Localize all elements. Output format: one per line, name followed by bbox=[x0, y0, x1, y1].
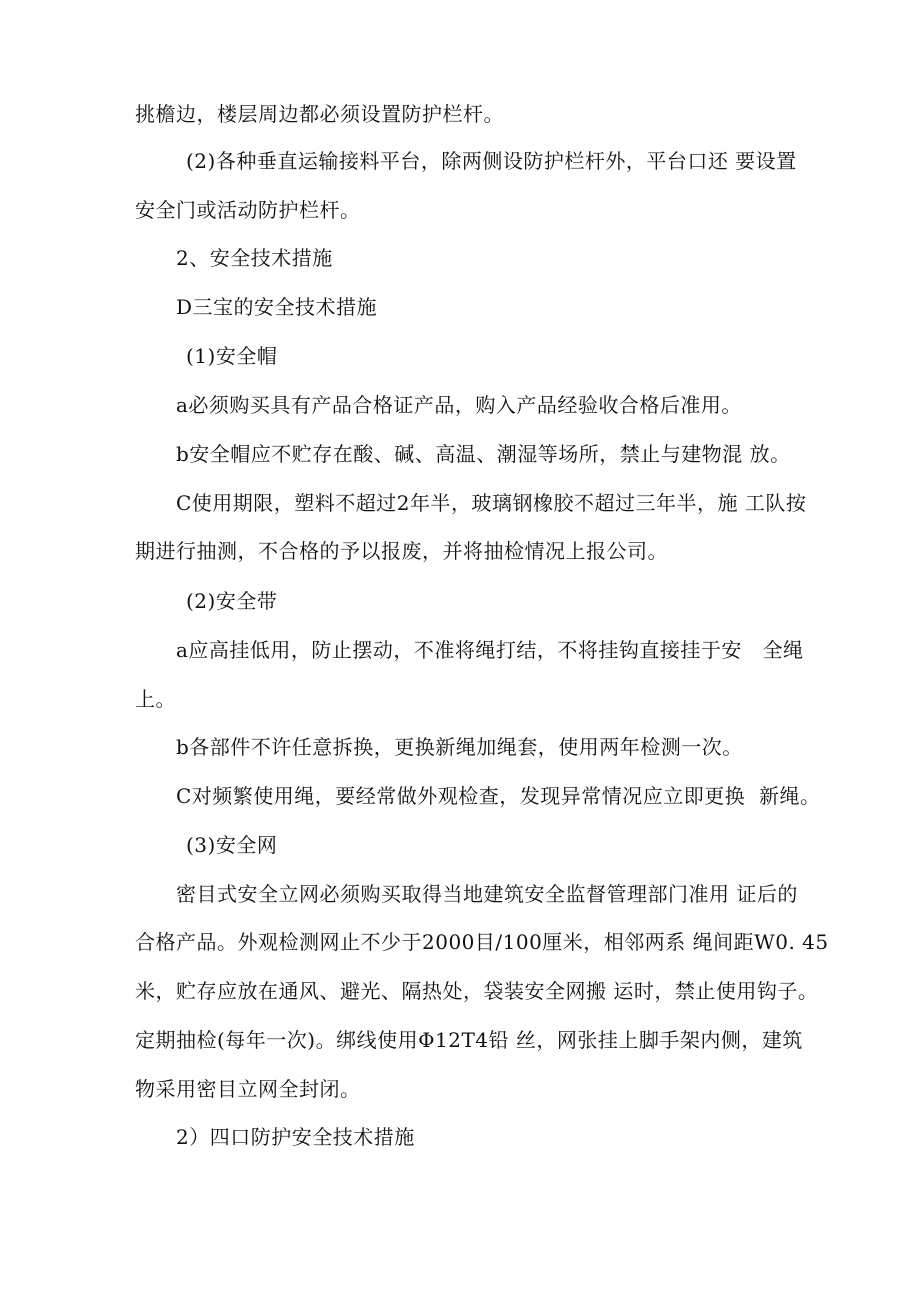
text-line: (2)各种垂直运输接料平台，除两侧设防护栏杆外，平台口还 要设置 bbox=[186, 149, 797, 173]
item-heading: (1)安全帽 bbox=[186, 344, 278, 368]
text-line: C对频繁使用绳，要经常做外观检查，发现异常情况应立即更换 新绳。 bbox=[176, 784, 821, 808]
text-line: 米，贮存应放在通风、避光、隔热处，袋装安全网搬 运时，禁止使用钩子。 bbox=[135, 979, 819, 1003]
text-line: 定期抽检(每年一次)。绑线使用Φ12T4铅 丝，网张挂上脚手架内侧，建筑 bbox=[135, 1028, 803, 1052]
text-line: a应高挂低用，防止摆动，不准将绳打结，不将挂钩直接挂于安 全绳 bbox=[176, 638, 804, 662]
item-heading: (2)安全带 bbox=[186, 589, 278, 613]
item-heading: (3)安全网 bbox=[186, 833, 278, 857]
text-line: b各部件不许任意拆换，更换新绳加绳套，使用两年检测一次。 bbox=[176, 735, 743, 759]
text-line: a必须购买具有产品合格证产品，购入产品经验收合格后准用。 bbox=[176, 393, 742, 417]
text-line: b安全帽应不贮存在酸、碱、高温、潮湿等场所，禁止与建物混 放。 bbox=[176, 442, 791, 466]
text-line: 物采用密目立网全封闭。 bbox=[135, 1077, 361, 1101]
section-heading: 2、安全技术措施 bbox=[176, 246, 333, 270]
text-line: 合格产品。外观检测网止不少于2000目/100厘米，相邻两系 绳间距W0. 45 bbox=[135, 930, 829, 954]
text-line: 期进行抽测，不合格的予以报废，并将抽检情况上报公司。 bbox=[135, 539, 668, 563]
text-line: 上。 bbox=[135, 687, 176, 711]
text-line: 挑檐边，楼层周边都必须设置防护栏杆。 bbox=[135, 102, 504, 126]
text-line: 密目式安全立网必须购买取得当地建筑安全监督管理部门准用 证后的 bbox=[176, 882, 798, 906]
text-line: C使用期限，塑料不超过2年半，玻璃钢橡胶不超过三年半，施 工队按 bbox=[176, 491, 807, 515]
subsection-heading: 2）四口防护安全技术措施 bbox=[176, 1125, 415, 1149]
subsection-heading: D三宝的安全技术措施 bbox=[176, 295, 378, 319]
text-line: 安全门或活动防护栏杆。 bbox=[135, 198, 361, 222]
